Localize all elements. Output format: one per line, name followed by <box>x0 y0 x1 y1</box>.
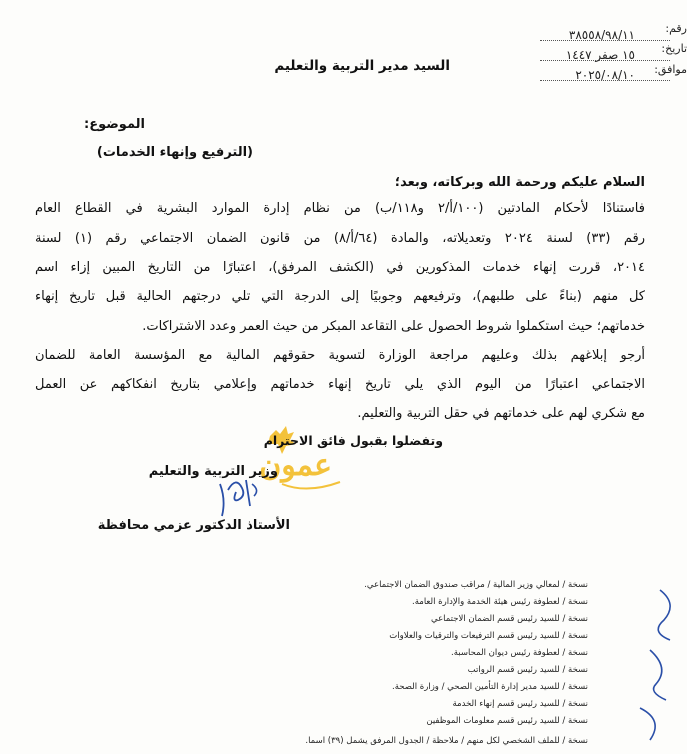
initials-mark <box>620 580 683 750</box>
copy-item: نسخة / لعطوفة رئيس ديوان المحاسبة. <box>451 648 588 658</box>
letter-date-line <box>517 42 687 62</box>
watermark-logo <box>259 420 352 500</box>
body-line: رقم (٣٣) لسنة ٢٠٢٤ وتعديلاته، والمادة (٦٤/أ/٨) من قانون الضمان الاجتماعي رقم (١) لسنة <box>35 231 646 246</box>
addressee: السيد مدير التربية والتعليم <box>274 58 450 74</box>
number-label: رقم: <box>665 22 687 35</box>
copy-item: نسخة / لعطوفة رئيس هيئة الخدمة والإدارة العامة. <box>412 597 588 607</box>
body-line: مع شكري لهم على خدماتهم في حقل التربية والتعليم. <box>357 406 645 421</box>
number-underline <box>540 40 670 41</box>
minister-title: وزير التربية والتعليم <box>148 464 278 479</box>
subject-text: (الترفيع وإنهاء الخدمات) <box>96 145 253 160</box>
corresponding-label: موافق: <box>654 63 687 76</box>
copy-item: نسخة / لمعالي وزير المالية / مراقب صندوق الضمان الاجتماعي. <box>364 580 588 590</box>
body-line: أرجو إبلاغهم بذلك وعليهم مراجعة الوزارة لتسوية حقوقهم المالية مع المؤسسة العامة للضمان <box>35 348 645 363</box>
greeting: السلام عليكم ورحمة الله وبركاته، وبعد؛ <box>394 175 645 190</box>
body-line: خدماتهم؛ حيث استكملوا شروط الحصول على التقاعد المبكر من حيث العمر وعدد الاشتراكات. <box>142 319 645 334</box>
body-line: الاجتماعي اعتبارًا من اليوم الذي يلي تاريخ إنهاء خدماتهم وإعلامي بتاريخ انفكاكهم عن العمل <box>35 377 645 392</box>
body-line: فاستنادًا لأحكام المادتين (١٠٠/أ/٢ و١١٨/ب) من نظام إدارة الموارد البشرية في القطاع العام <box>35 201 645 216</box>
copy-item: نسخة / للسيد رئيس قسم الرواتب <box>467 665 588 675</box>
subject-label: الموضوع: <box>84 117 145 132</box>
copy-item: نسخة / للسيد مدير إدارة التأمين الصحي / وزارة الصحة. <box>392 682 588 692</box>
copy-item: نسخة / للسيد رئيس قسم إنهاء الخدمة <box>452 699 588 709</box>
copy-item: نسخة / للسيد رئيس قسم الترفيعات والترقيات والعلاوات <box>389 631 588 641</box>
copy-item: نسخة / للملف الشخصي لكل منهم / ملاحظة / الجدول المرفق يشمل (٣٩) اسما. <box>305 736 588 746</box>
signer-name: الأستاذ الدكتور عزمي محافظة <box>97 518 290 533</box>
letter-corresponding-line <box>517 63 687 82</box>
letter-number-line <box>517 22 687 42</box>
watermark-text: عمون <box>259 448 332 483</box>
date-underline <box>540 60 670 61</box>
copy-item: نسخة / للسيد رئيس قسم معلومات الموظفين <box>426 716 588 726</box>
number-value: ٣٨٥٥٨/٩٨/١١ <box>568 28 635 42</box>
body-line: ٢٠١٤، قررت إنهاء خدمات المذكورين في (الكشف المرفق)، اعتبارًا من التاريخ المبين إزاء اسم <box>35 260 645 275</box>
date-label: تاريخ: <box>661 42 687 55</box>
body-line: كل منهم (بناءً على طلبهم)، وترفيعهم وجوبيًا إلى الدرجة التي تلي درجتهم الحالية قبل تاريخ إنهاء <box>35 289 645 304</box>
corresponding-underline <box>540 80 670 81</box>
copy-item: نسخة / للسيد رئيس قسم الضمان الاجتماعي <box>430 614 588 624</box>
date-hijri-value: ١٥ صفر ١٤٤٧ <box>565 48 635 62</box>
date-gregorian-value: ٢٠٢٥/٠٨/١٠ <box>575 68 635 82</box>
closing: وتفضلوا بقبول فائق الاحترام <box>263 433 443 448</box>
